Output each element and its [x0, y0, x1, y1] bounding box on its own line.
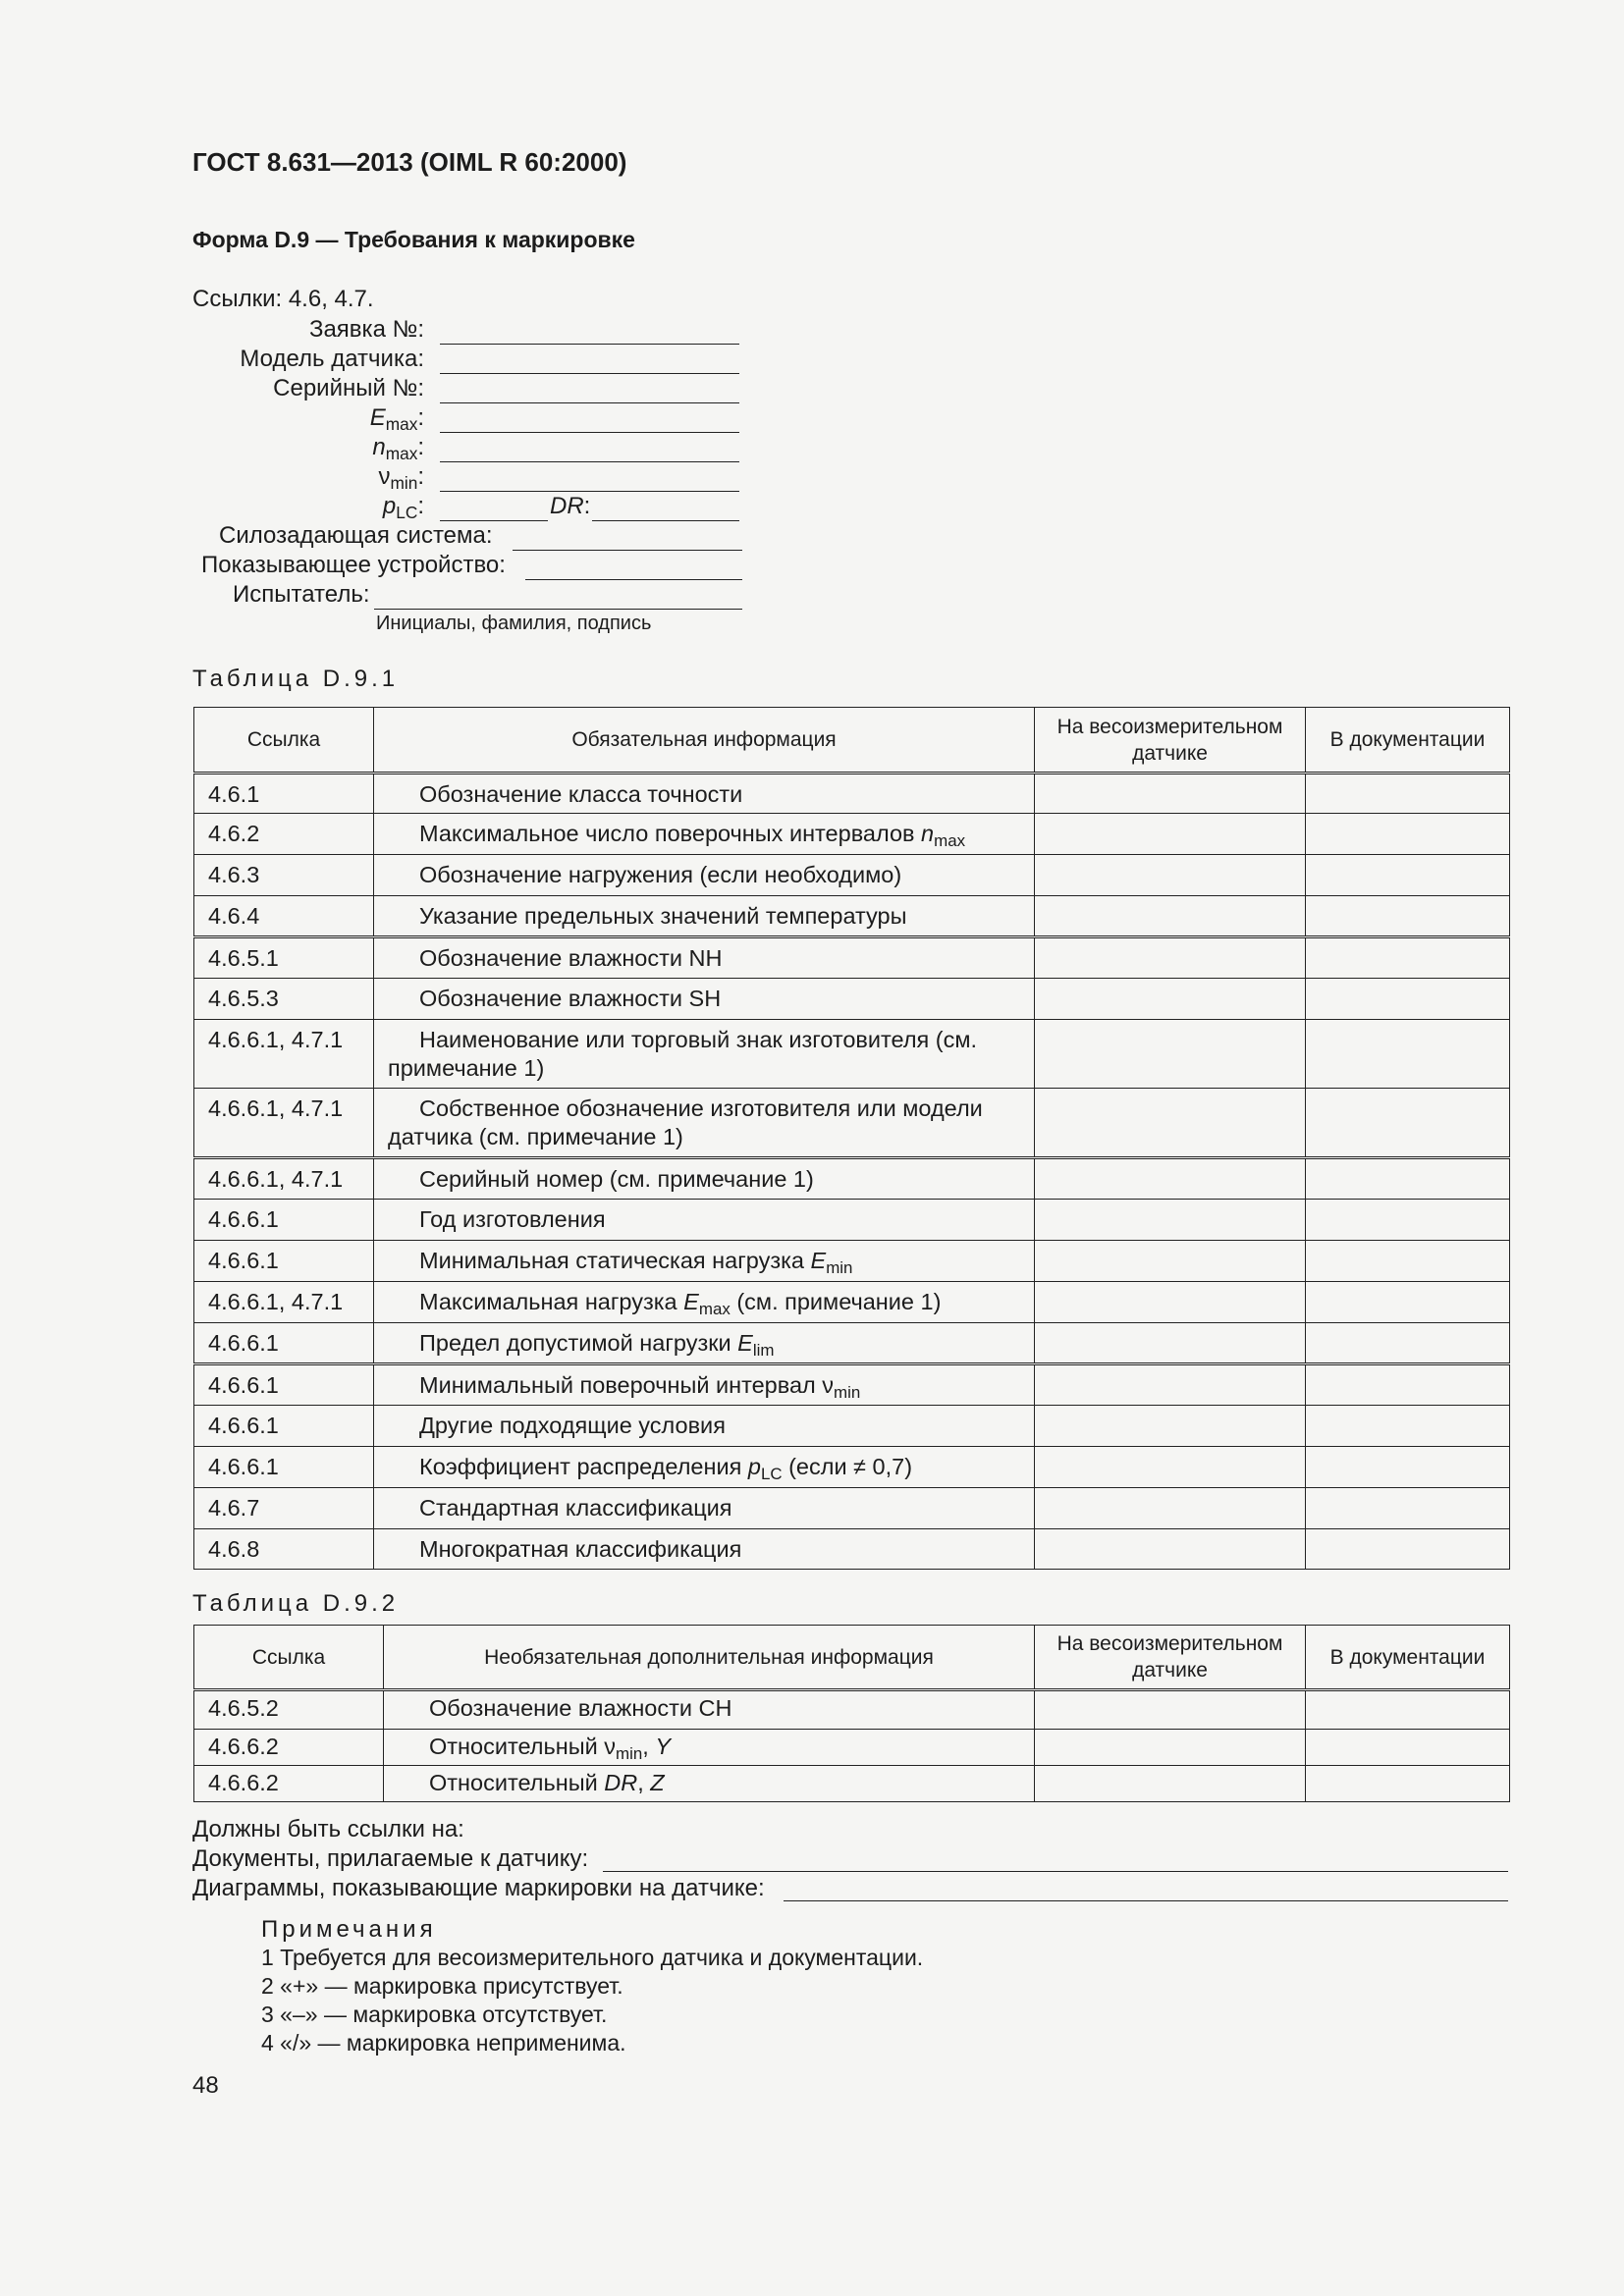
- vmin-field[interactable]: [440, 491, 739, 492]
- row-subscript: max: [698, 1300, 731, 1319]
- load-system-label: Силозадающая система:: [219, 522, 493, 549]
- table2-header-docs: В документации: [1306, 1626, 1510, 1690]
- docs-cell[interactable]: [1306, 1364, 1510, 1406]
- form-title: Форма D.9 — Требования к маркировке: [192, 227, 635, 252]
- sensor-model-label: Модель датчика:: [240, 346, 424, 372]
- row-info-text: Год изготовления: [419, 1206, 606, 1232]
- row-info-text: Относительный: [429, 1770, 605, 1795]
- table2-header-ref: Ссылка: [194, 1626, 384, 1690]
- row-info-text: Коэффициент распределения: [419, 1454, 748, 1479]
- table-row: [194, 1730, 1510, 1766]
- table-row: [194, 1089, 1510, 1158]
- row-subscript: min: [616, 1744, 643, 1764]
- docs-field[interactable]: [603, 1871, 1508, 1872]
- row-info: [384, 1766, 1035, 1802]
- table2-header-sensor: На весоизмерительном датчике: [1035, 1626, 1306, 1690]
- row-subscript: min: [826, 1258, 853, 1278]
- row-subscript: lim: [752, 1341, 775, 1361]
- row-info-text: Максимальное число поверочных интервалов: [419, 821, 922, 846]
- row-info: [374, 1447, 1035, 1488]
- row-info-text: Максимальная нагрузка: [419, 1289, 684, 1314]
- docs-cell[interactable]: [1306, 979, 1510, 1020]
- row-subscript: max: [934, 831, 966, 851]
- row-ref: 4.6.5.3: [194, 979, 374, 1020]
- row-symbol: n: [921, 821, 935, 846]
- row-info: [374, 1020, 1035, 1089]
- sensor-cell[interactable]: [1035, 1364, 1306, 1406]
- row-info-text: Предел допустимой нагрузки: [419, 1330, 738, 1356]
- row-info-text: Собственное обозначение изготовителя или модели: [419, 1095, 983, 1121]
- row-symbol: E: [683, 1289, 699, 1314]
- table1-caption: Таблица D.9.1: [192, 666, 400, 692]
- table-row: [194, 1488, 1510, 1529]
- sensor-model-field[interactable]: [440, 373, 739, 374]
- docs-cell[interactable]: [1306, 1020, 1510, 1089]
- row-ref: 4.6.3: [194, 855, 374, 896]
- sensor-cell[interactable]: [1035, 1323, 1306, 1364]
- sensor-cell[interactable]: [1035, 896, 1306, 937]
- serial-label: Серийный №:: [273, 375, 424, 401]
- row-info-text: Многократная классификация: [419, 1536, 742, 1562]
- row-ref: 4.6.6.1, 4.7.1: [194, 1089, 374, 1158]
- table-d92: [193, 1625, 1510, 1802]
- notes-title: Примечания: [261, 1916, 437, 1943]
- references-label: Ссылки: 4.6, 4.7.: [192, 286, 374, 312]
- row-info-text: Обозначение влажности SH: [419, 986, 722, 1011]
- row-info: [374, 814, 1035, 855]
- sensor-cell[interactable]: [1035, 855, 1306, 896]
- docs-cell[interactable]: [1306, 1158, 1510, 1200]
- load-system-field[interactable]: [513, 550, 742, 551]
- row-symbol: Z: [650, 1770, 665, 1795]
- note-item: 4 «/» — маркировка неприменима.: [261, 2030, 626, 2056]
- row-info-text: Обозначение влажности NH: [419, 945, 723, 971]
- row-subscript: LC: [760, 1465, 783, 1484]
- row-ref: 4.6.6.1: [194, 1447, 374, 1488]
- sensor-cell[interactable]: [1035, 979, 1306, 1020]
- docs-cell[interactable]: [1306, 855, 1510, 896]
- note-item: 2 «+» — маркировка присутствует.: [261, 1973, 623, 1999]
- row-info-text: Минимальная статическая нагрузка: [419, 1248, 811, 1273]
- refs-intro: Должны быть ссылки на:: [192, 1816, 464, 1842]
- row-info: [374, 774, 1035, 814]
- row-ref: 4.6.6.1, 4.7.1: [194, 1282, 374, 1323]
- table1-header-info: Обязательная информация: [374, 708, 1035, 774]
- row-ref: 4.6.6.1: [194, 1241, 374, 1282]
- row-info-text: Обозначение нагружения (если необходимо): [419, 862, 902, 887]
- table-row: [194, 1766, 1510, 1802]
- row-ref: 4.6.6.1, 4.7.1: [194, 1020, 374, 1089]
- row-info: [374, 979, 1035, 1020]
- docs-cell[interactable]: [1306, 1730, 1510, 1766]
- row-info-text: Наименование или торговый знак изготовителя (см.: [419, 1027, 978, 1052]
- nmax-label: $n_{max}$:: [372, 434, 424, 464]
- row-info: [374, 1282, 1035, 1323]
- row-info-text: Указание предельных значений температуры: [419, 903, 907, 929]
- row-subscript: min: [834, 1383, 861, 1403]
- row-info: [374, 1406, 1035, 1447]
- row-info-suffix: (см. примечание 1): [730, 1289, 942, 1314]
- docs-cell[interactable]: [1306, 1488, 1510, 1529]
- row-ref: 4.6.8: [194, 1529, 374, 1570]
- row-ref: 4.6.6.1: [194, 1364, 374, 1406]
- docs-label: Документы, прилагаемые к датчику:: [192, 1845, 589, 1872]
- sensor-cell[interactable]: [1035, 1406, 1306, 1447]
- row-info-suffix: ,: [642, 1734, 656, 1759]
- docs-cell[interactable]: [1306, 1766, 1510, 1802]
- table-row: [194, 1241, 1510, 1282]
- tester-field[interactable]: [374, 609, 742, 610]
- serial-field[interactable]: [440, 402, 739, 403]
- table-row: [194, 1364, 1510, 1406]
- row-info: [374, 1089, 1035, 1158]
- table-row: [194, 774, 1510, 814]
- emax-label: $E_{max}$:: [369, 404, 424, 435]
- docs-cell[interactable]: [1306, 1089, 1510, 1158]
- table-row: [194, 1529, 1510, 1570]
- sensor-cell[interactable]: [1035, 774, 1306, 814]
- row-info: [374, 896, 1035, 937]
- table-row: [194, 979, 1510, 1020]
- row-info: [374, 1323, 1035, 1364]
- row-info: [374, 855, 1035, 896]
- table-row: [194, 1323, 1510, 1364]
- dr-field[interactable]: [592, 520, 739, 521]
- table-row: [194, 1690, 1510, 1730]
- vmin-label: $\nu_{min}$:: [378, 463, 424, 494]
- sensor-cell[interactable]: [1035, 1447, 1306, 1488]
- sensor-cell[interactable]: [1035, 1020, 1306, 1089]
- row-symbol: Y: [655, 1734, 671, 1759]
- page-number: 48: [192, 2072, 219, 2099]
- diagrams-field[interactable]: [784, 1900, 1508, 1901]
- docs-cell[interactable]: [1306, 1529, 1510, 1570]
- row-info-text: Относительный ν: [429, 1734, 616, 1759]
- sensor-cell[interactable]: [1035, 1241, 1306, 1282]
- row-info: [374, 1158, 1035, 1200]
- sensor-cell[interactable]: [1035, 1282, 1306, 1323]
- row-info-text: Обозначение класса точности: [419, 781, 743, 807]
- row-ref: 4.6.6.1: [194, 1406, 374, 1447]
- docs-cell[interactable]: [1306, 937, 1510, 979]
- application-label: Заявка №:: [308, 316, 424, 343]
- row-info-text: Минимальный поверочный интервал ν: [419, 1372, 835, 1398]
- sensor-cell[interactable]: [1035, 1200, 1306, 1241]
- tester-label: Испытатель:: [233, 581, 370, 608]
- row-info-text: Стандартная классификация: [419, 1495, 732, 1521]
- sensor-cell[interactable]: [1035, 1766, 1306, 1802]
- row-ref: 4.6.6.1, 4.7.1: [194, 1158, 374, 1200]
- dr-label: DR:: [550, 493, 591, 519]
- row-ref: 4.6.4: [194, 896, 374, 937]
- docs-cell[interactable]: [1306, 814, 1510, 855]
- row-info: [374, 1241, 1035, 1282]
- table-row: [194, 1282, 1510, 1323]
- indicator-field[interactable]: [525, 579, 742, 580]
- table-row: [194, 1447, 1510, 1488]
- row-info: [374, 1364, 1035, 1406]
- docs-cell[interactable]: [1306, 1200, 1510, 1241]
- sensor-cell[interactable]: [1035, 1690, 1306, 1730]
- row-info: [374, 937, 1035, 979]
- row-info-text: Серийный номер (см. примечание 1): [419, 1166, 814, 1192]
- table-row: [194, 896, 1510, 937]
- docs-cell[interactable]: [1306, 774, 1510, 814]
- row-info-text: Другие подходящие условия: [419, 1413, 726, 1438]
- docs-cell[interactable]: [1306, 1690, 1510, 1730]
- row-info: [374, 1529, 1035, 1570]
- diagrams-label: Диаграммы, показывающие маркировки на датчике:: [192, 1875, 765, 1901]
- row-ref: 4.6.2: [194, 814, 374, 855]
- table-row: [194, 814, 1510, 855]
- row-ref: 4.6.6.1: [194, 1200, 374, 1241]
- row-info: [374, 1200, 1035, 1241]
- sensor-cell[interactable]: [1035, 1730, 1306, 1766]
- row-ref: 4.6.5.1: [194, 937, 374, 979]
- signature-hint: Инициалы, фамилия, подпись: [376, 613, 652, 634]
- row-info: [384, 1690, 1035, 1730]
- note-item: 3 «–» — маркировка отсутствует.: [261, 2002, 608, 2027]
- row-info-continuation: примечание 1): [388, 1055, 545, 1081]
- indicator-label: Показывающее устройство:: [201, 552, 506, 578]
- row-info-suffix: ,: [637, 1770, 651, 1795]
- sensor-cell[interactable]: [1035, 1529, 1306, 1570]
- row-ref: 4.6.6.2: [194, 1730, 384, 1766]
- sensor-cell[interactable]: [1035, 1488, 1306, 1529]
- docs-cell[interactable]: [1306, 1282, 1510, 1323]
- sensor-cell[interactable]: [1035, 937, 1306, 979]
- sensor-cell[interactable]: [1035, 1089, 1306, 1158]
- table-d91: [193, 707, 1510, 1570]
- row-info-suffix: (если ≠ 0,7): [782, 1454, 913, 1479]
- table-row: [194, 1020, 1510, 1089]
- row-ref: 4.6.7: [194, 1488, 374, 1529]
- table1-header-docs: В документации: [1306, 708, 1510, 774]
- nmax-field[interactable]: [440, 461, 739, 462]
- emax-field[interactable]: [440, 432, 739, 433]
- table-row: [194, 855, 1510, 896]
- docs-cell[interactable]: [1306, 896, 1510, 937]
- row-symbol: DR: [604, 1770, 638, 1795]
- docs-cell[interactable]: [1306, 1241, 1510, 1282]
- row-info: [374, 1488, 1035, 1529]
- row-info: [384, 1730, 1035, 1766]
- notes-block: [261, 1915, 923, 2057]
- plc-label: $p_{LC}$:: [382, 493, 424, 523]
- table-row: [194, 1200, 1510, 1241]
- row-symbol: E: [810, 1248, 827, 1273]
- row-ref: 4.6.6.2: [194, 1766, 384, 1802]
- table2-caption: Таблица D.9.2: [192, 1590, 400, 1617]
- row-info-text: Обозначение влажности CH: [429, 1695, 732, 1721]
- sensor-cell[interactable]: [1035, 814, 1306, 855]
- row-ref: 4.6.5.2: [194, 1690, 384, 1730]
- docs-cell[interactable]: [1306, 1406, 1510, 1447]
- table1-header-sensor: На весоизмерительном датчике: [1035, 708, 1306, 774]
- note-item: 1 Требуется для весоизмерительного датчика и документации.: [261, 1945, 924, 1970]
- plc-field[interactable]: [440, 520, 548, 521]
- row-symbol: p: [747, 1454, 761, 1479]
- row-ref: 4.6.1: [194, 774, 374, 814]
- table-row: [194, 937, 1510, 979]
- row-ref: 4.6.6.1: [194, 1323, 374, 1364]
- row-info-continuation: датчика (см. примечание 1): [388, 1124, 683, 1149]
- document-header: ГОСТ 8.631—2013 (OIML R 60:2000): [192, 147, 627, 177]
- table-row: [194, 1406, 1510, 1447]
- table-row: [194, 1158, 1510, 1200]
- table1-header-ref: Ссылка: [194, 708, 374, 774]
- sensor-cell[interactable]: [1035, 1158, 1306, 1200]
- docs-cell[interactable]: [1306, 1447, 1510, 1488]
- application-field[interactable]: [440, 344, 739, 345]
- docs-cell[interactable]: [1306, 1323, 1510, 1364]
- table2-header-info: Необязательная дополнительная информация: [384, 1626, 1035, 1690]
- row-symbol: E: [737, 1330, 753, 1356]
